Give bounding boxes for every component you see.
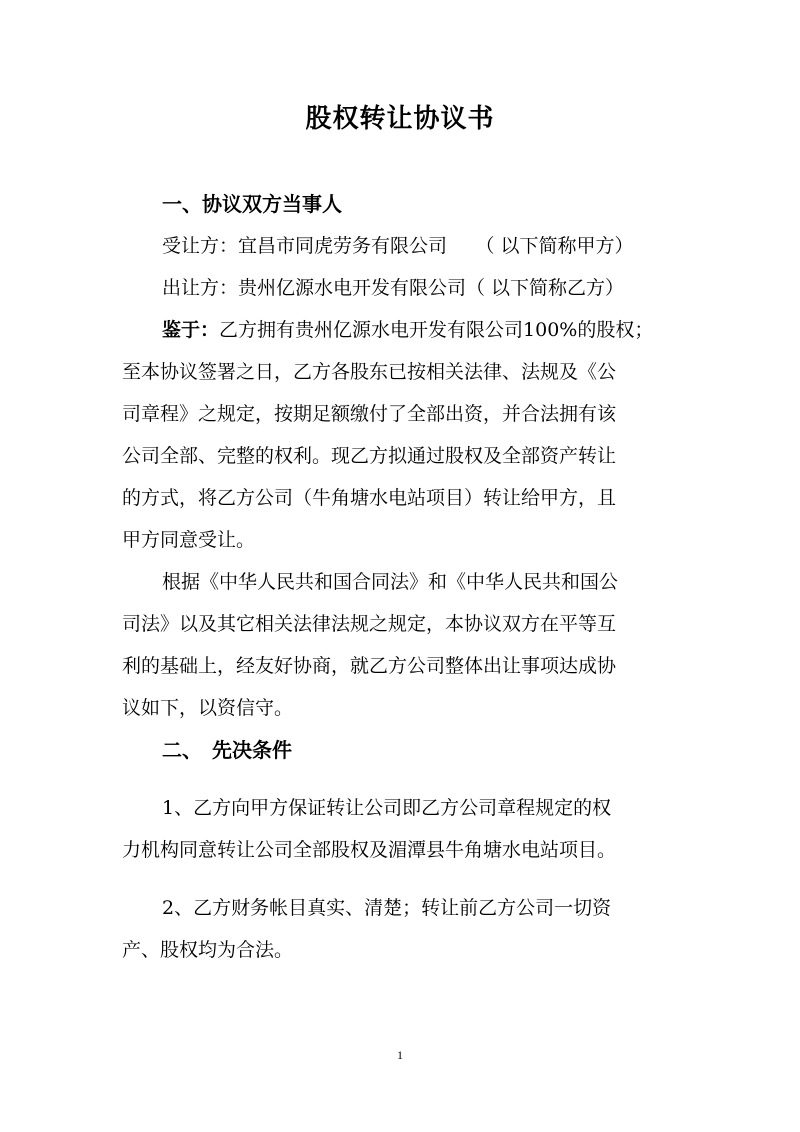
- transferee-line: 受让方：宜昌市同虎劳务有限公司 （ 以下简称甲方）: [162, 235, 634, 257]
- section-2-heading: 二、 先决条件: [162, 738, 292, 762]
- document-body: [122, 183, 692, 971]
- whereas-line-5: 的方式，将乙方公司（牛角塘水电站项目）转让给甲方，且: [122, 487, 617, 509]
- whereas-line-4: 公司全部、完整的权利。现乙方拟通过股权及全部资产转让: [122, 445, 617, 467]
- page-number: 1: [397, 1048, 403, 1062]
- whereas-label: 鉴于：: [162, 319, 220, 341]
- spacer: [122, 771, 692, 787]
- clause-2-line-2: 产、股权均为合法。: [122, 939, 294, 961]
- whereas-line-2: 至本协议签署之日，乙方各股东已按相关法律、法规及《公: [122, 361, 617, 383]
- basis-line-1: 根据《中华人民共和国合同法》和《中华人民共和国公: [162, 571, 619, 593]
- basis-line-4: 议如下，以资信守。: [122, 697, 294, 719]
- clause-2-line-1: 2、乙方财务帐目真实、清楚；转让前乙方公司一切资: [162, 897, 612, 919]
- whereas-text-1: 乙方拥有贵州亿源水电开发有限公司100%的股权；: [219, 319, 654, 341]
- section-1-heading: 一、协议双方当事人: [162, 192, 342, 216]
- clause-1-line-2: 力机构同意转让公司全部股权及湄潭县牛角塘水电站项目。: [122, 839, 617, 861]
- document-title: 股权转让协议书: [305, 104, 495, 134]
- whereas-line-6: 甲方同意受让。: [122, 529, 256, 551]
- whereas-line-3: 司章程》之规定，按期足额缴付了全部出资，并合法拥有该: [122, 403, 617, 425]
- basis-line-2: 司法》以及其它相关法律法规之规定，本协议双方在平等互: [122, 613, 617, 635]
- clause-1-line-1: 1、乙方向甲方保证转让公司即乙方公司章程规定的权: [162, 797, 612, 819]
- spacer: [122, 871, 692, 887]
- whereas-line-1: [122, 309, 692, 351]
- basis-line-3: 利的基础上，经友好协商，就乙方公司整体出让事项达成协: [122, 655, 617, 677]
- transferor-line: 出让方：贵州亿源水电开发有限公司（ 以下简称乙方）: [162, 277, 625, 299]
